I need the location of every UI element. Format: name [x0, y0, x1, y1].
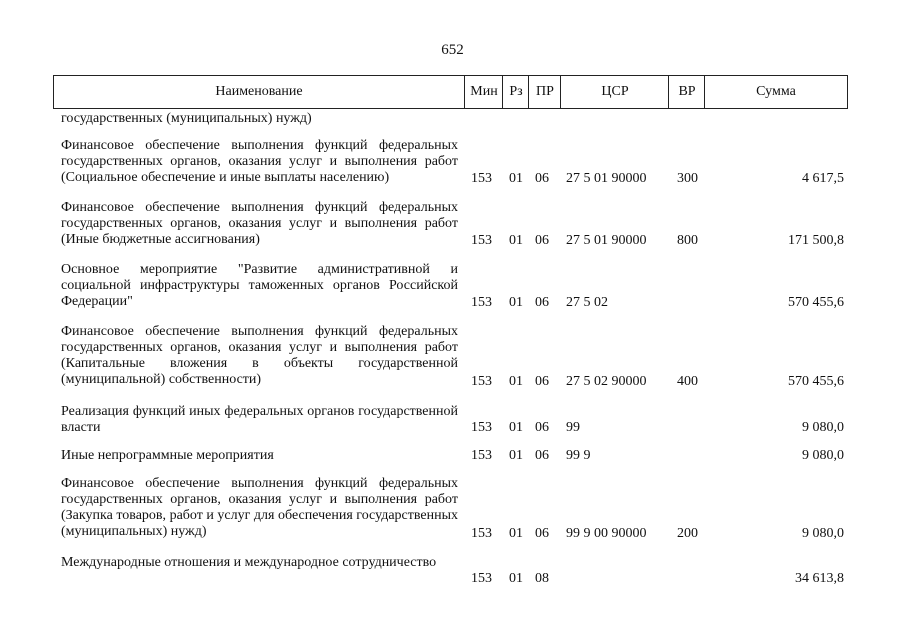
row-vr: 300 — [677, 171, 698, 186]
row-pr: 06 — [535, 295, 549, 310]
row-min: 153 — [471, 171, 492, 186]
row-csr: 99 — [566, 420, 580, 435]
header-rz: Рз — [502, 76, 529, 108]
row-rz: 01 — [509, 171, 523, 186]
row-sum: 570 455,6 — [788, 374, 844, 389]
row-min: 153 — [471, 374, 492, 389]
row-csr: 27 5 01 90000 — [566, 171, 647, 186]
row-name: Финансовое обеспечение выполнения функций федеральных государственных органов, оказания услуг и выполнения работ (Закупка товаров, работ и услуг для обеспечения государственных (муниципальных) нужд) — [61, 476, 458, 539]
header-csr: ЦСР — [560, 76, 669, 108]
row-sum: 171 500,8 — [788, 233, 844, 248]
row-sum: 9 080,0 — [802, 448, 844, 463]
header-vr: ВР — [668, 76, 705, 108]
header-sum: Сумма — [704, 76, 847, 108]
row-name: Финансовое обеспечение выполнения функций федеральных государственных органов, оказания услуг и выполнения работ (Социальное обеспечение и иные выплаты населению) — [61, 138, 458, 185]
row-name: Иные непрограммные мероприятия — [61, 448, 274, 463]
row-vr: 400 — [677, 374, 698, 389]
table-header — [53, 75, 848, 109]
row-csr: 27 5 01 90000 — [566, 233, 647, 248]
row-csr: 99 9 00 90000 — [566, 526, 647, 541]
row-sum: 9 080,0 — [802, 420, 844, 435]
row-csr: 27 5 02 — [566, 295, 608, 310]
row-pr: 06 — [535, 233, 549, 248]
header-name: Наименование — [215, 84, 303, 99]
header-min: Мин — [464, 76, 503, 108]
row-sum: 34 613,8 — [795, 571, 844, 586]
row-sum: 4 617,5 — [802, 171, 844, 186]
row-pr: 06 — [535, 374, 549, 389]
page-number: 652 — [441, 42, 464, 58]
row-csr: 99 9 — [566, 448, 591, 463]
row-rz: 01 — [509, 295, 523, 310]
row-vr: 800 — [677, 233, 698, 248]
row-min: 153 — [471, 233, 492, 248]
row-name: Основное мероприятие "Развитие административной и социальной инфраструктуры таможенных органов Российской Федерации" — [61, 262, 458, 309]
row-pr: 06 — [535, 420, 549, 435]
row-min: 153 — [471, 448, 492, 463]
row-sum: 9 080,0 — [802, 526, 844, 541]
row-rz: 01 — [509, 571, 523, 586]
row-min: 153 — [471, 295, 492, 310]
row-rz: 01 — [509, 420, 523, 435]
row-rz: 01 — [509, 374, 523, 389]
row-pr: 06 — [535, 171, 549, 186]
row-rz: 01 — [509, 448, 523, 463]
row-rz: 01 — [509, 233, 523, 248]
row-name: Международные отношения и международное сотрудничество — [61, 555, 437, 570]
header-pr: ПР — [528, 76, 561, 108]
row-csr: 27 5 02 90000 — [566, 374, 647, 389]
row-vr: 200 — [677, 526, 698, 541]
row-pr: 06 — [535, 448, 549, 463]
row-min: 153 — [471, 571, 492, 586]
continuation-text: государственных (муниципальных) нужд) — [61, 111, 312, 126]
row-name: Реализация функций иных федеральных органов государственной власти — [61, 404, 458, 435]
row-min: 153 — [471, 420, 492, 435]
row-name: Финансовое обеспечение выполнения функций федеральных государственных органов, оказания услуг и выполнения работ (Капитальные вложения в объекты государственной (муниципальной) собственности) — [61, 324, 458, 387]
row-pr: 08 — [535, 571, 549, 586]
row-name: Финансовое обеспечение выполнения функций федеральных государственных органов, оказания услуг и выполнения работ (Иные бюджетные ассигнования) — [61, 200, 458, 247]
row-rz: 01 — [509, 526, 523, 541]
row-sum: 570 455,6 — [788, 295, 844, 310]
row-pr: 06 — [535, 526, 549, 541]
row-min: 153 — [471, 526, 492, 541]
